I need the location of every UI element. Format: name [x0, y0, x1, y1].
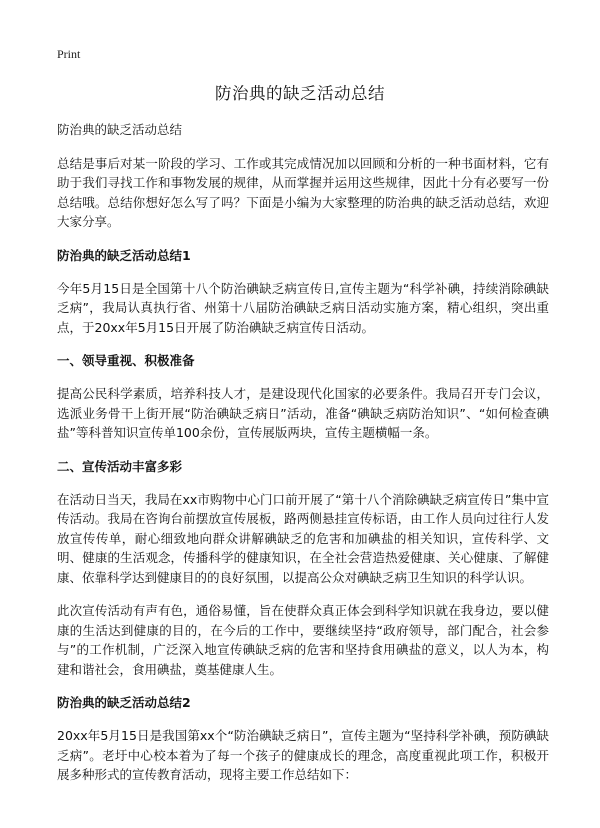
subsection2-paragraph-1: 在活动日当天，我局在xx市购物中心门口前开展了“第十八个消除碘缺乏病宣传日”集中宣传活动。我局在咨询台前摆放宣传展板，路两侧悬挂宣传标语，由工作人员向过往行人发放宣传传单，耐心细致地向群众讲解碘缺乏的危害和加碘盐的相关知识，宣传科学、文明、健康的生活观念，传播科学的健康知识，在全社会营造热爱健康、关心健康、了解健康、依靠科学达到健康目的的良好氛围，以提高公众对碘缺乏病卫生知识的科学认识。 — [57, 491, 549, 585]
document-subtitle: 防治典的缺乏活动总结 — [57, 122, 183, 137]
document-title: 防治典的缺乏活动总结 — [215, 84, 385, 103]
subsection2-heading: 二、宣传活动丰富多彩 — [57, 458, 183, 474]
section2-heading: 防治典的缺乏活动总结2 — [57, 695, 191, 710]
subsection1-heading: 一、领导重视、积极准备 — [57, 353, 195, 368]
print-link[interactable]: Print — [57, 47, 81, 61]
subsection2-paragraph-2: 此次宣传活动有声有色，通俗易懂，旨在使群众真正体会到科学知识就在我身边，要以健康的生活达到健康的目的，在今后的工作中，要继续坚持“政府领导，部门配合，社会参与”的工作机制，广泛深入地宣传碘缺乏病的危害和坚持食用碘盐的意义，以人为本，构建和谐社会，食用碘盐，奠基健康人生。 — [57, 603, 549, 677]
document-body — [57, 120, 549, 799]
section1-paragraph: 今年5月15日是全国第十八个防治碘缺乏病宣传日,宣传主题为“科学补碘，持续消除碘缺乏病”，我局认真执行省、州第十八届防治碘缺乏病日活动实施方案，精心组织，突出重点，于20xx年5月15日开展了防治碘缺乏病宣传日活动。 — [57, 280, 549, 335]
section2-paragraph: 20xx年5月15日是我国第xx个“防治碘缺乏病日”，宣传主题为“坚持科学补碘，预防碘缺乏病”。老圩中心校本着为了每一个孩子的健康成长的理念，高度重视此项工作，积极开展多种形式的宣传教育活动，现将主要工作总结如下： — [57, 728, 549, 782]
section1-heading: 防治典的缺乏活动总结1 — [57, 247, 191, 263]
intro-paragraph: 总结是事后对某一阶段的学习、工作或其完成情况加以回顾和分析的一种书面材料，它有助于我们寻找工作和事物发展的规律，从而掌握并运用这些规律，因此十分有必要写一份总结哦。总结你想好怎么写了吗？下面是小编为大家整理的防治典的缺乏活动总结，欢迎大家分享。 — [57, 155, 549, 229]
subsection1-paragraph: 提高公民科学素质，培养科技人才，是建设现代化国家的必要条件。我局召开专门会议，选派业务骨干上街开展“防治碘缺乏病日”活动，准备“碘缺乏病防治知识”、“如何检查碘盐”等科普知识宣传单100余份，宣传展版两块，宣传主题横幅一条。 — [57, 386, 549, 440]
